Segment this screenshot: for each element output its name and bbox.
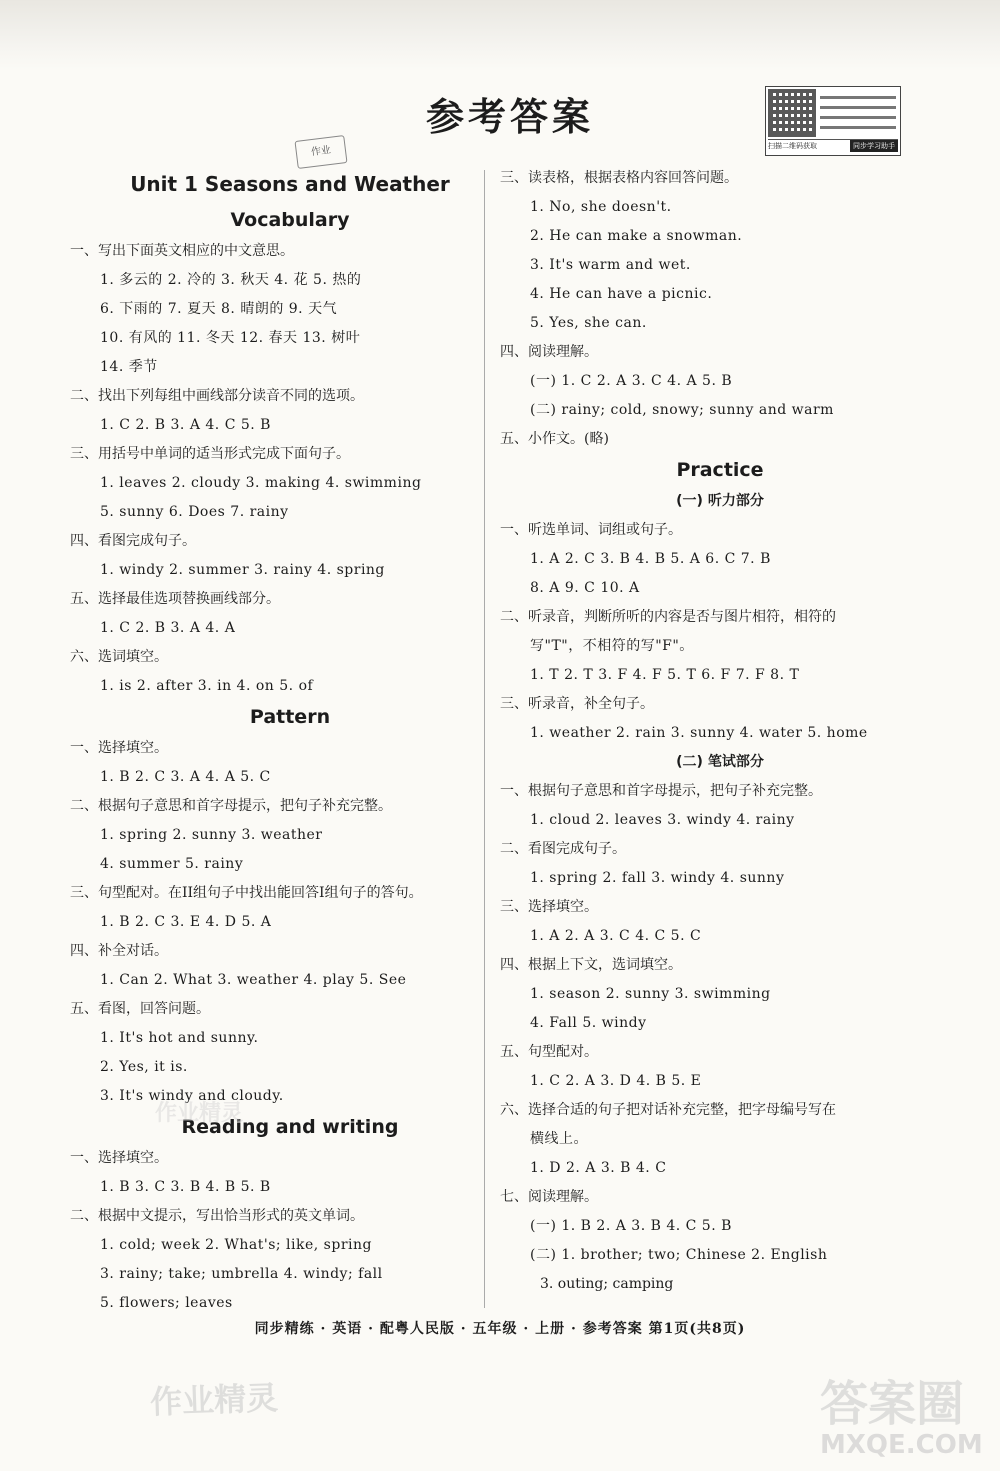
section-heading: Vocabulary [230, 209, 350, 231]
answer-line: 1. B 2. C 3. E 4. D 5. A [100, 914, 272, 930]
qr-description [820, 92, 896, 136]
question-label: 二、找出下列每组中画线部分读音不同的选项。 [70, 388, 364, 404]
watermark-logo: 答案圈 [820, 1376, 965, 1432]
question-label: 三、句型配对。在II组句子中找出能回答I组句子的答句。 [70, 885, 423, 901]
answer-line: 1. weather 2. rain 3. sunny 4. water 5. home [530, 725, 868, 741]
answer-line: 1. A 2. A 3. C 4. C 5. C [530, 928, 702, 944]
answer-line: 1. No, she doesn't. [530, 199, 672, 215]
question-label: 三、用括号中单词的适当形式完成下面句子。 [70, 446, 350, 462]
question-label: 四、看图完成句子。 [70, 533, 196, 549]
answer-line: 3. It's warm and wet. [530, 257, 691, 273]
answer-line: 1. It's hot and sunny. [100, 1030, 259, 1046]
section-heading: Reading and writing [181, 1116, 399, 1138]
answer-line: 1. T 2. T 3. F 4. F 5. T 6. F 7. F 8. T [530, 667, 800, 683]
answer-line: 2. Yes, it is. [100, 1059, 188, 1075]
question-label: 一、选择填空。 [70, 1150, 168, 1166]
page-footer: 同步精练 · 英语 · 配粤人民版 · 五年级 · 上册 · 参考答案 第1页(共8页) [254, 1321, 746, 1337]
question-label: 一、根据句子意思和首字母提示，把句子补充完整。 [500, 783, 822, 799]
answer-line: 写"T"，不相符的写"F"。 [530, 638, 694, 654]
answer-line: 1. B 2. C 3. A 4. A 5. C [100, 769, 271, 785]
answer-line: 1. spring 2. fall 3. windy 4. sunny [530, 870, 785, 886]
answer-line: 1. season 2. sunny 3. swimming [530, 986, 771, 1002]
answer-line: 1. Can 2. What 3. weather 4. play 5. See [100, 972, 407, 988]
question-label: 四、阅读理解。 [500, 344, 598, 360]
answer-line: 1. 多云的 2. 冷的 3. 秋天 4. 花 5. 热的 [100, 272, 362, 288]
answer-line: 3. It's windy and cloudy. [100, 1088, 284, 1104]
section-heading: Pattern [249, 706, 331, 728]
question-label: 六、选词填空。 [70, 649, 168, 665]
answer-line: 10. 有风的 11. 冬天 12. 春天 13. 树叶 [100, 330, 361, 346]
qr-footer [768, 139, 898, 152]
answer-line: (二) 1. brother; two; Chinese 2. English [530, 1247, 828, 1263]
scan-top-band [0, 0, 1000, 70]
question-label: 三、听录音，补全句子。 [500, 696, 654, 712]
watermark-logo: 作业精灵 [149, 1378, 279, 1422]
qr-code-icon[interactable] [770, 91, 814, 135]
page-title: 参考答案 [425, 95, 594, 139]
question-label: 六、选择合适的句子把对话补充完整，把字母编号写在 [500, 1102, 836, 1118]
handwritten-stamp: 作业 [294, 135, 347, 169]
subsection-heading: (二) 笔试部分 [676, 754, 764, 770]
question-label: 五、看图，回答问题。 [70, 1001, 210, 1017]
answer-line: 1. A 2. C 3. B 4. B 5. A 6. C 7. B [530, 551, 771, 567]
answer-line: 1. D 2. A 3. B 4. C [530, 1160, 667, 1176]
question-label: 五、选择最佳选项替换画线部分。 [70, 591, 280, 607]
answer-line: (二) rainy; cold, snowy; sunny and warm [530, 402, 834, 418]
column-divider [484, 170, 485, 1308]
question-label: 三、读表格，根据表格内容回答问题。 [500, 170, 738, 186]
qr-card[interactable] [765, 86, 901, 156]
answer-line: 4. Fall 5. windy [530, 1015, 647, 1031]
unit-title: Unit 1 Seasons and Weather [130, 172, 450, 196]
answer-line: 3. rainy; take; umbrella 4. windy; fall [100, 1266, 383, 1282]
question-label: 四、补全对话。 [70, 943, 168, 959]
question-label: 一、听选单词、词组或句子。 [500, 522, 682, 538]
watermark-logo: 作业精灵 [155, 1101, 244, 1126]
answer-line: 5. flowers; leaves [100, 1295, 233, 1311]
answer-line: 5. sunny 6. Does 7. rainy [100, 504, 289, 520]
subsection-heading: (一) 听力部分 [676, 493, 764, 509]
question-label: 二、根据中文提示，写出恰当形式的英文单词。 [70, 1208, 364, 1224]
answer-line: 2. He can make a snowman. [530, 228, 743, 244]
question-label: 七、阅读理解。 [500, 1189, 598, 1205]
answer-line: 1. windy 2. summer 3. rainy 4. spring [100, 562, 385, 578]
answer-line: 1. C 2. A 3. D 4. B 5. E [530, 1073, 702, 1089]
watermark-url: MXQE.COM [820, 1430, 983, 1460]
question-label: 一、写出下面英文相应的中文意思。 [70, 243, 294, 259]
answer-line: 1. cloud 2. leaves 3. windy 4. rainy [530, 812, 795, 828]
question-label: 五、句型配对。 [500, 1044, 598, 1060]
answer-line: 14. 季节 [100, 359, 158, 375]
section-heading: Practice [676, 459, 764, 481]
question-label: 一、选择填空。 [70, 740, 168, 756]
right-answer-column [500, 164, 940, 1299]
answer-line: 1. is 2. after 3. in 4. on 5. of [100, 678, 314, 694]
answer-line: 1. B 3. C 3. B 4. B 5. B [100, 1179, 271, 1195]
answer-line: 1. cold; week 2. What's; like, spring [100, 1237, 372, 1253]
answer-line: 6. 下雨的 7. 夏天 8. 晴朗的 9. 天气 [100, 301, 338, 317]
qr-footer-badge: 同步学习助手 [850, 140, 898, 152]
answer-line: 8. A 9. C 10. A [530, 580, 640, 596]
answer-line: 4. summer 5. rainy [100, 856, 244, 872]
question-label: 二、看图完成句子。 [500, 841, 626, 857]
answer-line: 1. C 2. B 3. A 4. C 5. B [100, 417, 271, 433]
answer-line: 1. leaves 2. cloudy 3. making 4. swimming [100, 475, 422, 491]
answer-line: 5. Yes, she can. [530, 315, 647, 331]
answer-line: 3. outing; camping [540, 1276, 674, 1292]
left-answer-column [70, 164, 510, 1318]
answer-line: 横线上。 [530, 1131, 588, 1147]
answer-line: 1. spring 2. sunny 3. weather [100, 827, 323, 843]
answer-line: 4. He can have a picnic. [530, 286, 713, 302]
question-label: 三、选择填空。 [500, 899, 598, 915]
answer-line: 1. C 2. B 3. A 4. A [100, 620, 236, 636]
question-label: 五、小作文。(略) [500, 431, 609, 447]
question-label: 四、根据上下文，选词填空。 [500, 957, 682, 973]
answer-line: (一) 1. C 2. A 3. C 4. A 5. B [530, 373, 733, 389]
question-label: 二、根据句子意思和首字母提示，把句子补充完整。 [70, 798, 392, 814]
qr-footer-left: 扫描二维码获取 [768, 142, 817, 150]
question-label: 二、听录音，判断所听的内容是否与图片相符，相符的 [500, 609, 836, 625]
answer-line: (一) 1. B 2. A 3. B 4. C 5. B [530, 1218, 732, 1234]
